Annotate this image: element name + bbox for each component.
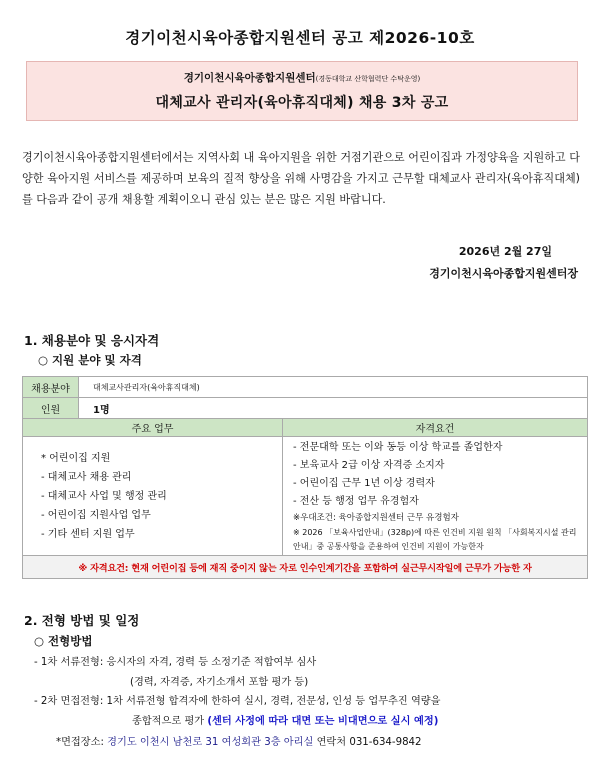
count-label: 인원 xyxy=(23,398,79,419)
count-value: 1명 xyxy=(79,398,588,419)
section1-heading: 1. 채용분야 및 응시자격 xyxy=(24,333,160,348)
screening-stage2: - 2차 면접전형: 1차 서류전형 합격자에 한하여 실시, 경력, 전문성, 인성 등 업무추진 역량을 xyxy=(34,696,441,707)
interview-mode-note: (센터 사정에 따라 대면 또는 비대면으로 실시 예정) xyxy=(207,716,439,727)
duties-header: 주요 업무 xyxy=(23,419,283,437)
requirement-item: - 어린이집 근무 1년 이상 경력자 xyxy=(293,478,435,489)
notice-signer: 경기이천시육아종합지원센터장 xyxy=(429,267,578,280)
section1-subheading: ○ 지원 분야 및 자격 xyxy=(38,353,142,367)
org-operator: (경동대학교 산학협력단 수탁운영) xyxy=(315,75,421,83)
stage2-detail-text: 종합적으로 평가 xyxy=(132,716,205,727)
recruitment-table xyxy=(22,376,588,579)
requirement-item: - 전산 등 행정 업무 유경험자 xyxy=(293,496,419,507)
preference-note: ※우대조건: 육아종합지원센터 근무 유경험자 xyxy=(293,513,459,523)
duty-item: - 대체교사 사업 및 행정 관리 xyxy=(41,490,167,502)
main-title: 대체교사 관리자(육아휴직대체) 채용 3차 공고 xyxy=(155,95,449,111)
venue-address: 경기도 이천시 남천로 31 여성회관 3층 아리실 xyxy=(107,737,314,748)
field-label: 채용분야 xyxy=(23,377,79,398)
notice-number-title: 경기이천시육아종합지원센터 공고 제2026-10호 xyxy=(125,29,475,47)
guideline-note: ※ 2026 「보육사업안내」(328p)에 따른 인건비 지원 원칙 「사회복지시설 관리안내」중 공통사항을 준용하여 인건비 지원이 가능한자 xyxy=(293,528,577,551)
title-box xyxy=(26,61,578,121)
requirement-item: - 전문대학 또는 이와 동등 이상 학교를 졸업한자 xyxy=(293,442,503,453)
duty-item: - 대체교사 채용 관리 xyxy=(41,471,132,483)
requirements-cell xyxy=(283,437,588,556)
duty-item: - 기타 센터 지원 업무 xyxy=(41,528,135,540)
requirement-item: - 보육교사 2급 이상 자격증 소지자 xyxy=(293,460,445,471)
duty-item: - 어린이집 지원사업 업무 xyxy=(41,509,151,521)
intro-paragraph: 경기이천시육아종합지원센터에서는 지역사회 내 육아지원을 위한 거점기관으로 어린이집과 가정양육을 지원하고 다양한 육아지원 서비스를 제공하며 보육의 질적 향상을 위해 사명감을 가지고 근무할 대체교사 관리자(육아휴직대체)를 다음과 같이 공개 채용할 계획이오니 관심 있는 분은 많은 지원 바랍니다. xyxy=(22,151,580,206)
section2-heading: 2. 전형 방법 및 일정 xyxy=(24,613,140,628)
requirements-header: 자격요건 xyxy=(283,419,588,437)
screening-stage2-detail xyxy=(132,712,438,727)
duties-cell xyxy=(23,437,283,556)
interview-venue xyxy=(56,733,422,748)
org-name: 경기이천시육아종합지원센터 xyxy=(183,72,316,84)
notice-date: 2026년 2월 27일 xyxy=(458,245,552,258)
field-value: 대체교사관리자(육아휴직대체) xyxy=(79,377,588,398)
title-box-org xyxy=(27,70,577,85)
section2-subheading: ○ 전형방법 xyxy=(34,634,93,648)
venue-contact: 연락처 031-634-9842 xyxy=(316,737,422,748)
venue-label: *면접장소: xyxy=(56,737,104,748)
duty-item: * 어린이집 지원 xyxy=(41,452,111,464)
eligibility-warning: ※ 자격요건: 현재 어린이집 등에 재직 중이지 않는 자로 인수인계기간을 포함하여 실근무시작일에 근무가 가능한 자 xyxy=(23,556,588,579)
screening-stage1: - 1차 서류전형: 응시자의 자격, 경력 등 소정기준 적합여부 심사 xyxy=(34,657,317,668)
screening-stage1-detail: (경력, 자격증, 자기소개서 포함 평가 등) xyxy=(130,677,309,688)
